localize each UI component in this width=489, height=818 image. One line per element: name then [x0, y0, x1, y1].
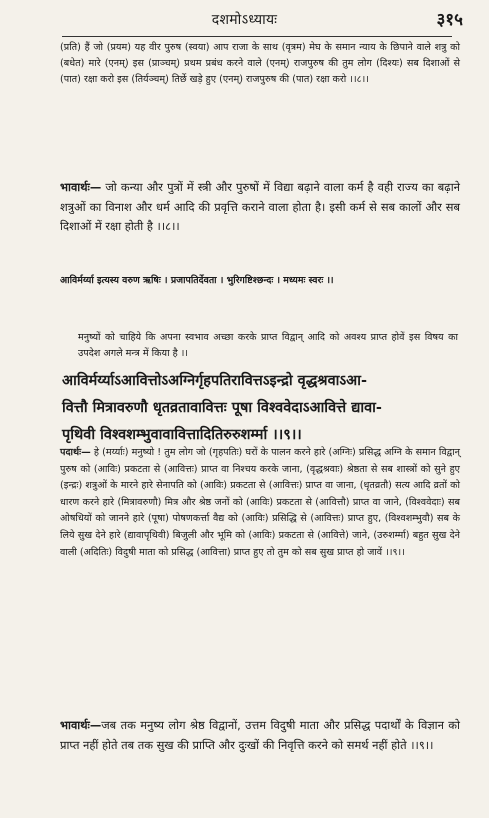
mantra-introduction: मनुष्यों को चाहिये कि अपना स्वभाव अच्छा करके प्राप्त विद्वान् आदि को अवश्य प्राप्त होवें इस विषय का उपदेश अगले मन्त्र में किया है ।। — [78, 332, 458, 359]
bhavartha-text: जो कन्या और पुत्रों में स्त्री और पुरुषों में विद्या बढ़ाने वाला कर्म है वही राज्य का बढ़ाने शत्रुओं का विनाश और धर्म आदि की प्रवृत्ति कराने वाला होता है। इसी कर्म से सब कालों और सब दिशाओं में रक्षा होती है ।।८।। — [60, 180, 460, 233]
padartha-paragraph — [60, 445, 460, 561]
padartha-label: पदार्थः— — [60, 447, 91, 458]
mantra-line: पृथिवी विश्वशम्भुवावावित्तादितिरुरुशर्म्मा ।।९।। — [62, 427, 302, 443]
rishi-devata-line: आविर्मर्य्या इत्यस्य वरुण ऋषिः । प्रजापतिर्देवता । भुरिगष्टिश्छन्दः । मध्यमः स्वरः ।। — [60, 275, 334, 286]
mantra-verse — [62, 368, 462, 449]
bhavartha-paragraph-8 — [60, 178, 460, 237]
chapter-title: दशमोऽध्यायः — [211, 12, 278, 28]
page-header — [0, 4, 489, 32]
mantra-line: आविर्मर्य्याऽआवित्तोऽअग्निर्गृहपतिरावित्तऽइन्द्रो वृद्धश्रवाऽआ- — [62, 373, 367, 389]
page-number: ३१५ — [436, 10, 463, 30]
bhavartha-text: जब तक मनुष्य लोग श्रेष्ठ विद्वानों, उत्तम विदुषी माता और प्रसिद्ध पदार्थों के विज्ञान को प्राप्त नहीं होते तब तक सुख की प्राप्ति और दुःखों की निवृत्ति करने को समर्थ नहीं होते ।।९।। — [60, 718, 460, 752]
header-rule — [62, 36, 452, 37]
bhavartha-label: भावार्थः— — [60, 718, 102, 732]
mantra-line: वित्तौ मित्रावरुणौ धृतव्रतावावित्तः पूषा विश्ववेदाऽआवित्ते द्यावा- — [62, 400, 382, 416]
word-meaning-continuation: (प्रति) हैं जो (प्रयम) यह वीर पुरुष (स्वया) आप राजा के साथ (वृत्रम) मेघ के समान न्याय के छिपाने वाले शत्रु को (बधेत) मारे (एनम्) इस (प्राञ्चम्) प्रथम प्रबंध करने वाले (एनम्) राजपुरुष की तुम लोग (दिश्यः) सब दिशाओं से (पात) रक्षा करो इस (तिर्यञ्चम्) तिर्छे खड़े हुए (एनम्) राजपुरुष की (पात) रक्षा करो ।।८।। — [60, 42, 460, 85]
bhavartha-label: भावार्थः— — [60, 180, 102, 194]
bhavartha-paragraph-9 — [60, 716, 460, 755]
padartha-text: हे (मर्य्याः) मनुष्यो ! तुम लोग जो (गृहपतिः) घरों के पालन करने हारे (अग्निः) प्रसिद्ध अग्नि के समान विद्वान् पुरुष को (आविः) प्रकटता से (आवित्तः) प्राप्त वा निश्चय करके जाना, (वृद्धश्रवाः) श्रेष्ठता से सब शास्त्रों को सुने हुए (इन्द्रः) शत्रुओं के मारने हारे सेनापति को (आविः) प्रकटता से (आवित्तः) प्राप्त वा जाना, (धृतव्रतौ) सत्य आदि व्रतों को धारण करने हारे (मित्रावरुणौ) मित्र और श्रेष्ठ जनों को (आविः) प्रकटता से (आवित्तौ) प्राप्त वा जाने, (विश्ववेदाः) सब ओषधियों को जानने हारे (पूषा) पोषणकर्त्ता वैद्य को (आविः) प्रसिद्धि से (आवित्तः) प्राप्त हुए, (विश्वशम्भुवौ) सब के लिये सुख देने हारे (द्यावापृथिवी) बिजुली और भूमि को (आविः) प्रकटता से (आवित्ते) जाने, (उरुशर्म्मा) बहुत सुख देने वाली (अदितिः) विदुषी माता को प्रसिद्ध (आवित्ता) प्राप्त हुए तो तुम को सब सुख प्राप्त हो जावें ।।९।। — [60, 447, 460, 558]
